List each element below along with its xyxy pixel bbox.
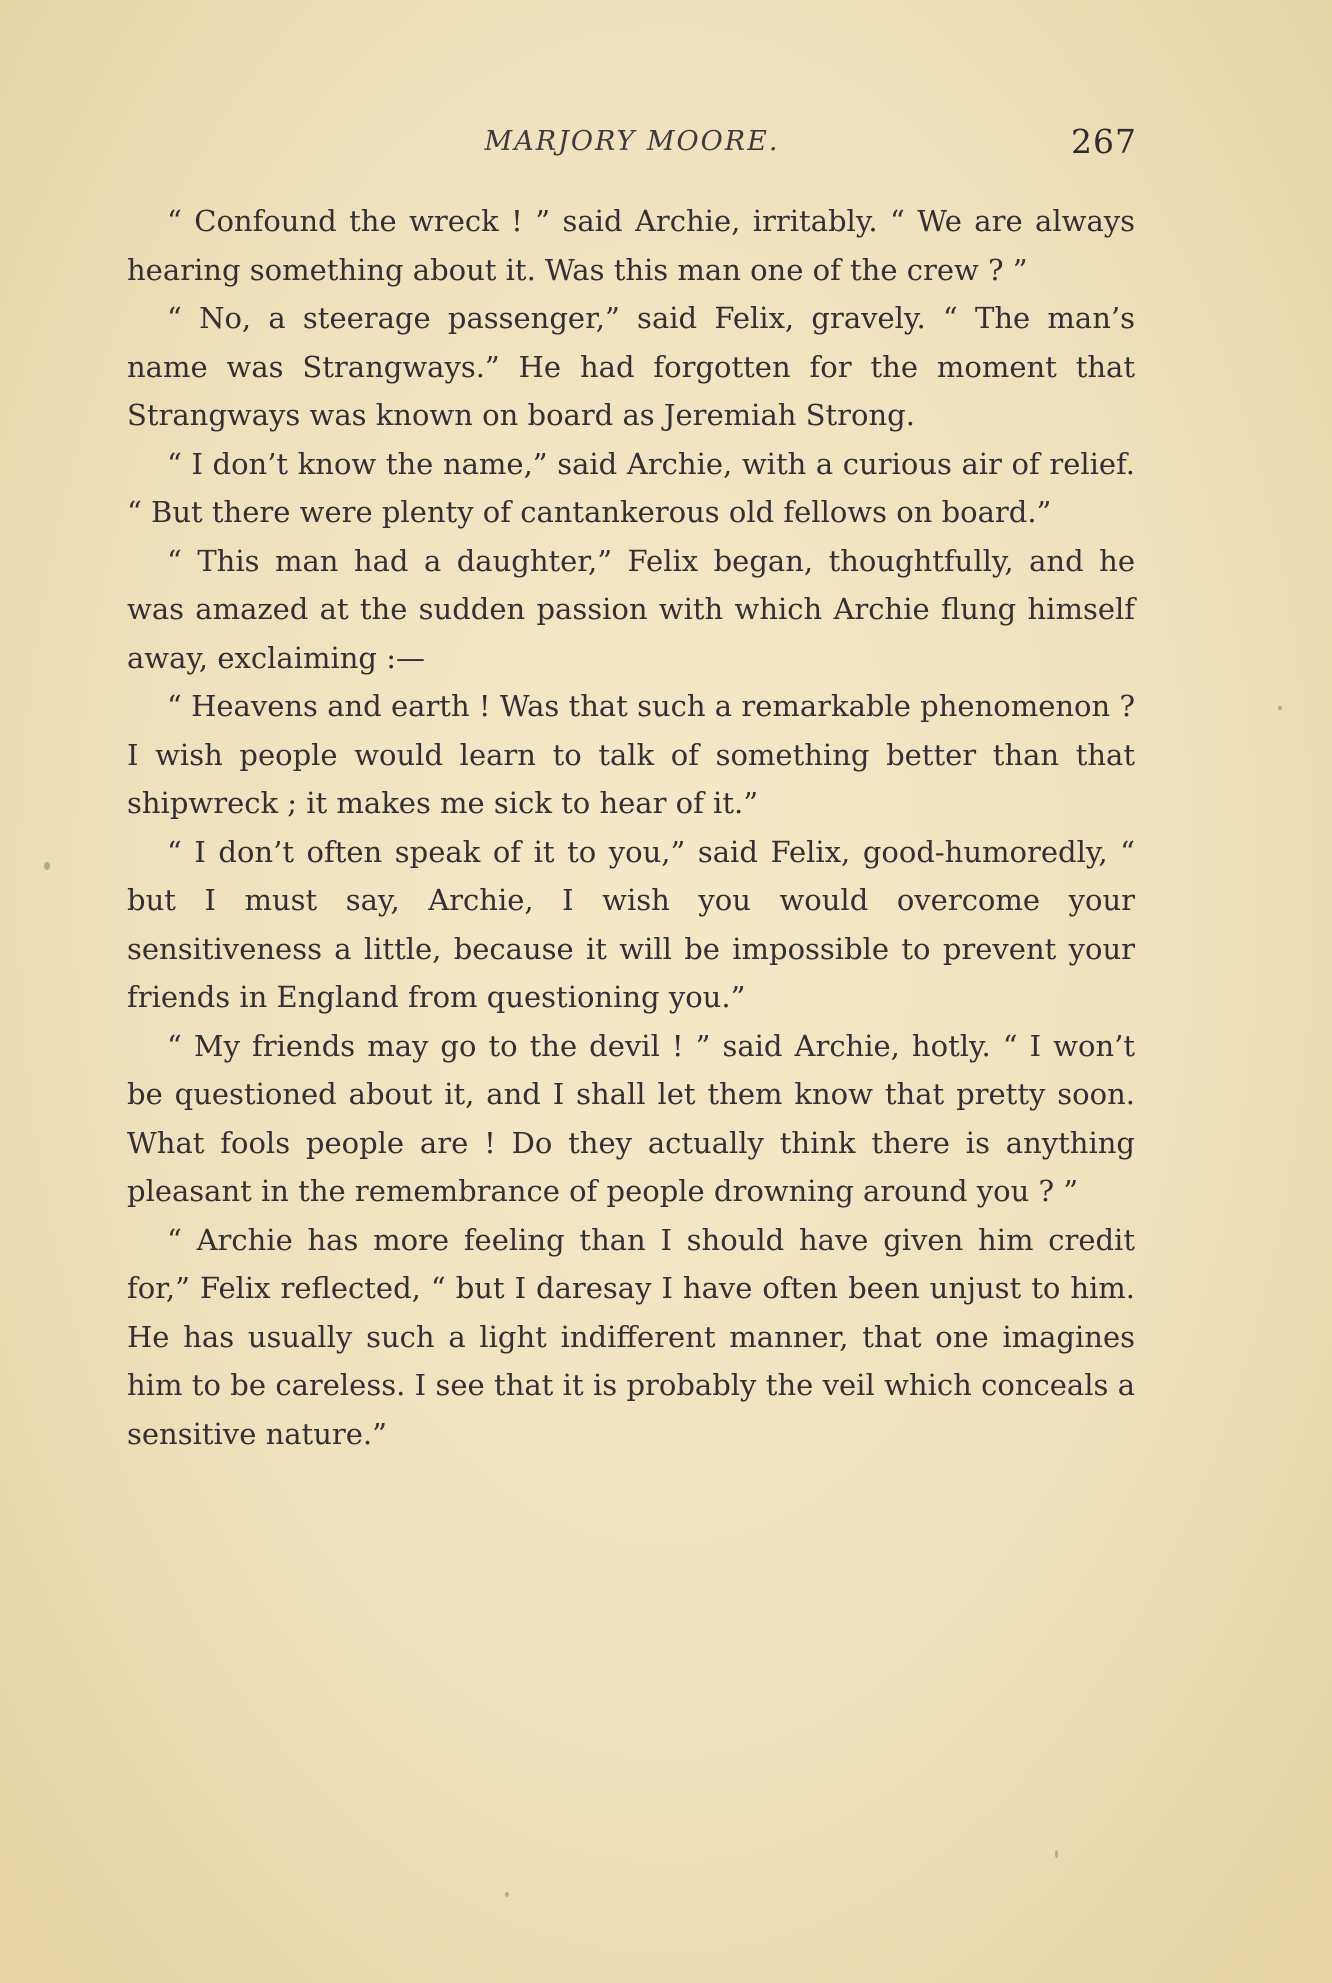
paragraph: “ Confound the wreck ! ” said Archie, irritably. “ We are always hearing something about it. Was this man one of the crew ? ”: [127, 204, 1135, 287]
paper-speck: [1055, 1850, 1058, 1858]
page-number: 267: [1071, 122, 1137, 161]
paper-speck: [1278, 706, 1282, 710]
paper-speck: [505, 1892, 509, 1897]
paper-speck: [44, 862, 50, 870]
paragraph: “ No, a steerage passenger,” said Felix, gravely. “ The man’s name was Strangways.” He had forgotten for the moment that Strangways was known on board as Jeremiah Strong.: [127, 301, 1135, 432]
paragraph: “ This man had a daughter,” Felix began, thoughtfully, and he was amazed at the sudden passion with which Archie flung himself away, exclaiming :—: [127, 543, 1135, 675]
page-header: [127, 122, 1137, 172]
paragraph: “ Archie has more feeling than I should have given him credit for,” Felix reflected, “ but I daresay I have often been unjust to him. He has usually such a light indifferent manner, that one imagines him to be careless. I see that it is probably the veil which conceals a sensitive nature.”: [127, 1222, 1135, 1451]
paragraph: “ I don’t often speak of it to you,” said Felix, good-humoredly, “ but I must say, Archie, I wish you would overcome your sensitiveness a little, because it will be impossible to prevent your friends in England from questioning you.”: [127, 834, 1135, 1014]
paragraph: “ I don’t know the name,” said Archie, with a curious air of relief. “ But there were plenty of cantankerous old fellows on board.”: [127, 446, 1135, 529]
running-head: MARJORY MOORE.: [484, 126, 780, 157]
paragraph: “ My friends may go to the devil ! ” said Archie, hotly. “ I won’t be questioned about it, and I shall let them know that pretty soon. What fools people are ! Do they actually think there is anything pleasant in the remembrance of people drowning around you ? ”: [127, 1028, 1135, 1208]
paragraph: “ Heavens and earth ! Was that such a remarkable phenomenon ? I wish people would learn to talk of something better than that shipwreck ; it makes me sick to hear of it.”: [127, 689, 1135, 820]
body-text: [127, 197, 1135, 1458]
